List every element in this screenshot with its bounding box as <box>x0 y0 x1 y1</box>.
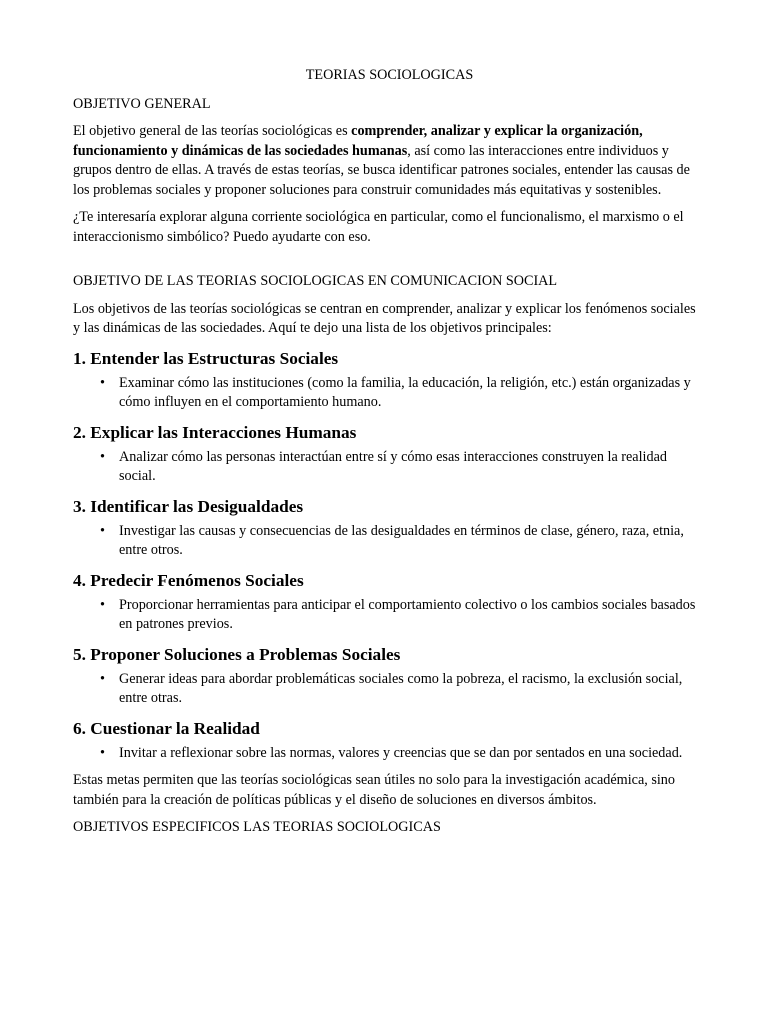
objective-heading: 1. Entender las Estructuras Sociales <box>73 348 339 368</box>
list-item <box>100 670 698 709</box>
list-item <box>100 596 698 635</box>
objective-list <box>73 744 698 764</box>
list-item-text: Invitar a reflexionar sobre las normas, valores y creencias que se dan por sentados en una sociedad. <box>119 744 683 761</box>
bullet-icon: • <box>100 744 105 761</box>
objective-3 <box>73 496 698 561</box>
list-item-text: Proporcionar herramientas para anticipar el comportamiento colectivo o los cambios sociales basados en patrones previos. <box>119 596 696 632</box>
list-item-text: Examinar cómo las instituciones (como la familia, la educación, la religión, etc.) están organizadas y cómo influyen en el comportamiento humano. <box>119 374 691 410</box>
objective-list <box>73 596 698 635</box>
list-item-text: Analizar cómo las personas interactúan entre sí y cómo esas interacciones construyen la realidad social. <box>119 448 667 484</box>
bullet-icon: • <box>100 522 105 539</box>
objective-list <box>73 448 698 487</box>
specific-objectives-heading: OBJETIVOS ESPECIFICOS LAS TEORIAS SOCIOLOGICAS <box>73 819 441 835</box>
objective-list <box>73 374 698 413</box>
objective-5 <box>73 644 698 709</box>
comm-intro-paragraph: Los objetivos de las teorías sociológicas se centran en comprender, analizar y explicar los fenómenos sociales y las dinámicas de las sociedades. Aquí te dejo una lista de los objetivos principales: <box>73 300 696 336</box>
objective-2 <box>73 422 698 487</box>
list-item-text: Generar ideas para abordar problemáticas sociales como la pobreza, el racismo, la exclusión social, entre otras. <box>119 670 683 706</box>
objective-heading: 2. Explicar las Interacciones Humanas <box>73 422 357 442</box>
general-objective-paragraph <box>73 122 698 200</box>
list-item <box>100 522 698 561</box>
objective-4 <box>73 570 698 635</box>
objective-heading: 5. Proponer Soluciones a Problemas Sociales <box>73 644 401 664</box>
document-page <box>73 66 698 846</box>
objective-6 <box>73 718 698 764</box>
objective-heading: 3. Identificar las Desigualdades <box>73 496 304 516</box>
general-objective-heading: OBJETIVO GENERAL <box>73 95 211 112</box>
objective-heading: 4. Predecir Fenómenos Sociales <box>73 570 304 590</box>
question-paragraph: ¿Te interesaría explorar alguna corriente sociológica en particular, como el funcionalismo, el marxismo o el interaccionismo simbólico? Puedo ayudarte con eso. <box>73 209 684 245</box>
list-item-text: Investigar las causas y consecuencias de las desigualdades en términos de clase, género, raza, etnia, entre otros. <box>119 522 684 558</box>
bullet-icon: • <box>100 670 105 687</box>
bullet-icon: • <box>100 374 105 391</box>
general-paragraph-prefix: El objetivo general de las teorías sociológicas es <box>73 123 352 139</box>
comm-objective-heading: OBJETIVO DE LAS TEORIAS SOCIOLOGICAS EN COMUNICACION SOCIAL <box>73 273 558 289</box>
closing-paragraph: Estas metas permiten que las teorías sociológicas sean útiles no solo para la investigación académica, sino también para la creación de políticas públicas y el diseño de soluciones en diversos ámbitos. <box>73 772 675 808</box>
objective-list <box>73 670 698 709</box>
blank-line <box>73 255 698 272</box>
list-item <box>100 448 698 487</box>
objective-1 <box>73 348 698 413</box>
objective-heading: 6. Cuestionar la Realidad <box>73 718 260 738</box>
objective-list <box>73 522 698 561</box>
list-item <box>100 744 698 764</box>
general-paragraph-bold: comprender, analizar y explicar la organización, funcionamiento y dinámicas de las sociedades humanas <box>73 123 643 159</box>
bullet-icon: • <box>100 448 105 465</box>
list-item <box>100 374 698 413</box>
general-paragraph-suffix: , así como las interacciones entre individuos y grupos dentro de ellas. A través de estas teorías, se busca identificar patrones sociales, entender las causas de los problemas sociales y proponer soluciones para construir comunidades más equitativas y sostenibles. <box>73 142 690 198</box>
bullet-icon: • <box>100 596 105 613</box>
document-title: TEORIAS SOCIOLOGICAS <box>305 67 474 83</box>
